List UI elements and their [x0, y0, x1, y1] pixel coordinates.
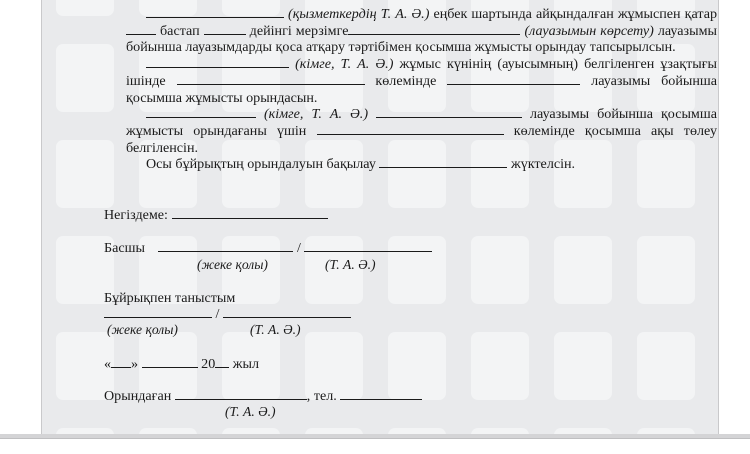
year-blank[interactable] [215, 356, 229, 368]
date-line: « » 20 жыл [104, 356, 260, 372]
ack-sign-blank[interactable] [104, 306, 212, 318]
position-blank[interactable] [348, 23, 520, 35]
day-blank[interactable] [111, 356, 131, 368]
executor-name-blank[interactable] [175, 388, 307, 400]
phone-blank[interactable] [340, 388, 422, 400]
end-date-blank[interactable] [204, 23, 246, 35]
background-tile [56, 44, 114, 112]
executor-name-caption: (Т. А. Ә.) [225, 404, 276, 419]
pay-position-blank[interactable] [376, 106, 522, 118]
head-sign-caption: (жеке қолы) [197, 257, 268, 272]
start-date-blank[interactable] [126, 23, 156, 35]
assignee-name-blank[interactable] [146, 56, 289, 68]
head-name-caption: (Т. А. Ә.) [325, 257, 376, 272]
background-tile [56, 140, 114, 208]
ack-label: Бұйрықпен таныстым [104, 290, 236, 306]
background-tile [56, 0, 114, 16]
background-tile [554, 332, 612, 400]
ack-sign-caption: (жеке қолы) [107, 322, 178, 337]
order-text [126, 6, 717, 173]
paragraph-work-time: (кімге, Т. А. Ә.) жұмыс күнінің (ауысымның) белгіленген ұзақтығы ішінде көлемінде лауазымы бойынша қосымша жұмысты орындасын. [126, 56, 718, 106]
head-sign-blank[interactable] [158, 240, 293, 252]
controller-blank[interactable] [379, 156, 507, 168]
head-signature-line: Басшы / [104, 240, 432, 257]
ack-name-blank[interactable] [223, 306, 351, 318]
work-position-blank[interactable] [447, 73, 580, 85]
head-name-blank[interactable] [304, 240, 432, 252]
paragraph-control: Осы бұйрықтың орындалуын бақылау жүктелсін. [146, 156, 576, 173]
executor-line: Орындаған , тел. [104, 388, 422, 405]
month-blank[interactable] [142, 356, 198, 368]
employee-name-blank[interactable] [146, 6, 284, 18]
background-tile [637, 332, 695, 400]
paid-person-blank[interactable] [146, 106, 256, 118]
basis-line: Негіздеме: [104, 207, 328, 224]
background-tile [471, 332, 529, 400]
pay-amount-blank[interactable] [317, 123, 504, 135]
page-divider [0, 438, 750, 439]
duration-blank[interactable] [177, 73, 365, 85]
background-tile [471, 236, 529, 304]
basis-blank[interactable] [172, 207, 328, 219]
document-page [41, 0, 719, 434]
ack-signature-line: / [104, 306, 351, 323]
background-tile [554, 236, 612, 304]
background-tile [637, 236, 695, 304]
ack-name-caption: (Т. А. Ә.) [250, 322, 301, 337]
paragraph-extra-pay: (кімге, Т. А. Ә.) лауазымы бойынша қосымша жұмысты орындағаны үшін көлемінде қосымша ақы төлеу белгіленсін. [126, 106, 717, 156]
paragraph-additional-duties: (қызметкердің Т. А. Ә.) еңбек шартында айқындалған жұмыспен қатар бастап дейінгі мерзімге (лауазымын көрсету) лауазымы бойынша лауазымдарды қоса атқару тәртібімен қосымша жұмысты орындау тапсырылсын. [126, 6, 718, 56]
